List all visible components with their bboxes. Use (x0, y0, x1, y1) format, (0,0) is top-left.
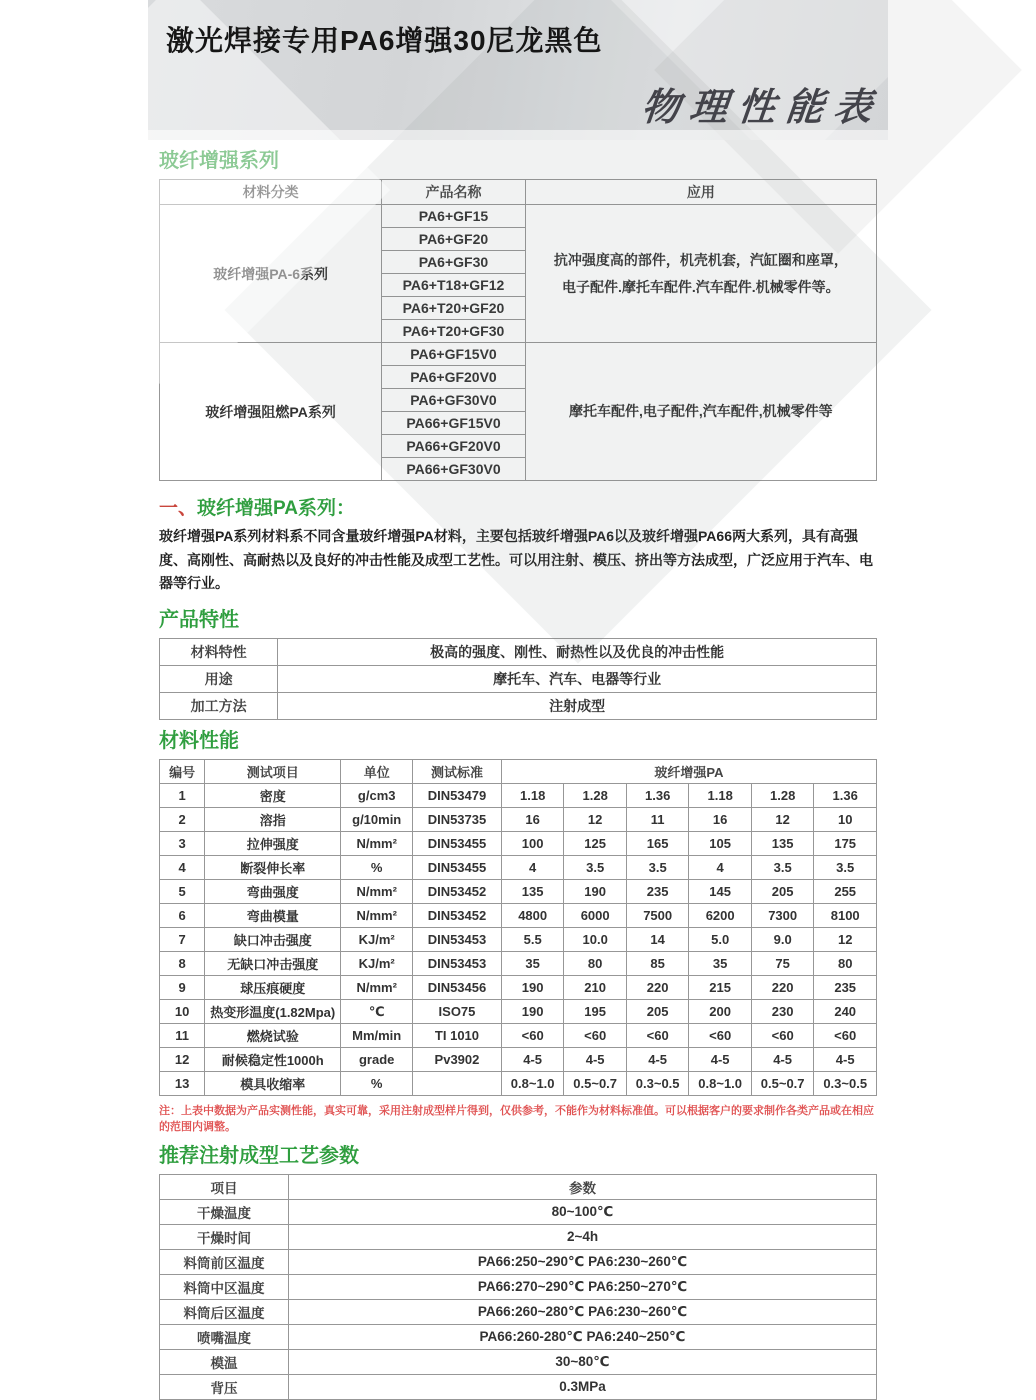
feature-value-cell: 注射成型 (278, 693, 877, 720)
property-unit-cell: N/mm² (341, 976, 413, 1000)
property-standard-cell (413, 1072, 502, 1096)
property-value-cell: 255 (814, 880, 877, 904)
process-label-cell: 背压 (160, 1374, 289, 1399)
property-unit-cell: g/10min (341, 808, 413, 832)
process-row (160, 1374, 877, 1399)
property-value-cell: 5.5 (501, 928, 564, 952)
property-value-cell: 5.0 (689, 928, 752, 952)
process-row (160, 1249, 877, 1274)
property-value-cell: 135 (751, 832, 814, 856)
product-name-cell: PA6+T20+GF30 (382, 320, 525, 343)
property-value-cell: 1.36 (626, 784, 689, 808)
property-value-cell: 80 (564, 952, 627, 976)
property-no-cell: 3 (160, 832, 205, 856)
property-unit-cell: % (341, 856, 413, 880)
page-title: 激光焊接专用PA6增强30尼龙黑色 (166, 25, 603, 56)
feature-label-cell: 材料特性 (160, 639, 278, 666)
property-value-cell: 12 (814, 928, 877, 952)
property-no-cell: 11 (160, 1024, 205, 1048)
property-value-cell: 200 (689, 1000, 752, 1024)
column-header: 测试标准 (413, 760, 502, 784)
property-value-cell: 12 (564, 808, 627, 832)
product-name-cell: PA6+GF15V0 (382, 343, 525, 366)
property-row (160, 976, 877, 1000)
property-value-cell: 3.5 (751, 856, 814, 880)
series-header-row (160, 180, 877, 205)
property-value-cell: 1.36 (814, 784, 877, 808)
property-row (160, 1024, 877, 1048)
product-name-cell: PA6+T18+GF12 (382, 274, 525, 297)
process-row (160, 1274, 877, 1299)
process-value-cell: PA66:270~290℃ PA6:250~270℃ (289, 1274, 877, 1299)
property-item-cell: 弯曲强度 (205, 880, 341, 904)
property-value-cell: 10 (814, 808, 877, 832)
property-standard-cell: Pv3902 (413, 1048, 502, 1072)
property-row (160, 1072, 877, 1096)
property-value-cell: 0.8~1.0 (689, 1072, 752, 1096)
property-row (160, 928, 877, 952)
feature-value-cell: 极高的强度、刚性、耐热性以及优良的冲击性能 (278, 639, 877, 666)
property-unit-cell: Mm/min (341, 1024, 413, 1048)
property-no-cell: 12 (160, 1048, 205, 1072)
divider (148, 130, 888, 140)
property-item-cell: 缺口冲击强度 (205, 928, 341, 952)
property-row (160, 808, 877, 832)
property-value-cell: 0.8~1.0 (501, 1072, 564, 1096)
process-value-cell: PA66:260-280℃ PA6:240~250℃ (289, 1324, 877, 1349)
process-value-cell: 0.3MPa (289, 1374, 877, 1399)
series-heading: 玻纤增强系列 (159, 150, 279, 172)
property-standard-cell: DIN53453 (413, 952, 502, 976)
property-value-cell: 4-5 (626, 1048, 689, 1072)
property-no-cell: 9 (160, 976, 205, 1000)
property-row (160, 832, 877, 856)
features-table (159, 638, 877, 720)
property-standard-cell: DIN53452 (413, 904, 502, 928)
property-value-cell: 240 (814, 1000, 877, 1024)
property-value-cell: 1.18 (501, 784, 564, 808)
process-label-cell: 料筒后区温度 (160, 1299, 289, 1324)
property-value-cell: 4-5 (501, 1048, 564, 1072)
product-name-cell: PA6+GF20V0 (382, 366, 525, 389)
property-value-cell: 220 (751, 976, 814, 1000)
process-label-cell: 干燥时间 (160, 1224, 289, 1249)
property-value-cell: 75 (751, 952, 814, 976)
property-value-cell: 7500 (626, 904, 689, 928)
property-item-cell: 弯曲模量 (205, 904, 341, 928)
property-value-cell: 4800 (501, 904, 564, 928)
product-name-cell: PA6+GF15 (382, 205, 525, 228)
property-value-cell: 14 (626, 928, 689, 952)
process-label-cell: 模温 (160, 1349, 289, 1374)
intro-heading-text: 玻纤增强PA系列： (197, 498, 355, 519)
properties-table-body (160, 760, 877, 1096)
property-value-cell: 12 (751, 808, 814, 832)
application-cell: 摩托车配件,电子配件,汽车配件,机械零件等 (525, 343, 876, 481)
property-standard-cell: DIN53453 (413, 928, 502, 952)
property-value-cell: 215 (689, 976, 752, 1000)
property-item-cell: 耐候稳定性1000h (205, 1048, 341, 1072)
property-unit-cell: g/cm3 (341, 784, 413, 808)
header-banner (148, 0, 888, 140)
property-value-cell: 175 (814, 832, 877, 856)
product-name-cell: PA6+T20+GF20 (382, 297, 525, 320)
property-value-cell: 4-5 (814, 1048, 877, 1072)
property-item-cell: 断裂伸长率 (205, 856, 341, 880)
property-value-cell: 8100 (814, 904, 877, 928)
property-value-cell: 35 (689, 952, 752, 976)
property-value-cell: 135 (501, 880, 564, 904)
product-name-cell: PA6+GF20 (382, 228, 525, 251)
property-item-cell: 溶指 (205, 808, 341, 832)
property-item-cell: 热变形温度(1.82Mpa) (205, 1000, 341, 1024)
property-standard-cell: DIN53452 (413, 880, 502, 904)
property-no-cell: 4 (160, 856, 205, 880)
property-no-cell: 13 (160, 1072, 205, 1096)
property-value-cell: 1.28 (564, 784, 627, 808)
property-value-cell: <60 (564, 1024, 627, 1048)
property-value-cell: 9.0 (751, 928, 814, 952)
product-name-cell: PA6+GF30 (382, 251, 525, 274)
process-label-cell: 料筒前区温度 (160, 1249, 289, 1274)
property-value-cell: 3.5 (814, 856, 877, 880)
property-no-cell: 8 (160, 952, 205, 976)
property-value-cell: 165 (626, 832, 689, 856)
property-row (160, 1048, 877, 1072)
column-header: 参数 (289, 1174, 877, 1199)
property-value-cell: 220 (626, 976, 689, 1000)
property-row (160, 880, 877, 904)
process-value-cell: PA66:260~280℃ PA6:230~260℃ (289, 1299, 877, 1324)
property-value-cell: 6000 (564, 904, 627, 928)
property-unit-cell: % (341, 1072, 413, 1096)
column-header: 测试项目 (205, 760, 341, 784)
process-row (160, 1299, 877, 1324)
process-header-row (160, 1174, 877, 1199)
property-no-cell: 1 (160, 784, 205, 808)
property-standard-cell: DIN53455 (413, 856, 502, 880)
property-value-cell: 11 (626, 808, 689, 832)
property-value-cell: 105 (689, 832, 752, 856)
property-no-cell: 6 (160, 904, 205, 928)
intro-paragraph: 玻纤增强PA系列材料系不同含量玻纤增强PA材料，主要包括玻纤增强PA6以及玻纤增强PA66两大系列，具有高强度、高刚性、高耐热以及良好的冲击性能及成型工艺性。可以用注射、模压、挤出等方法成型，广泛应用于汽车、电器等行业。 (159, 527, 873, 592)
process-row (160, 1324, 877, 1349)
property-value-cell: 235 (814, 976, 877, 1000)
category-cell: 玻纤增强阻燃PA系列 (160, 343, 382, 481)
property-value-cell: 1.28 (751, 784, 814, 808)
process-label-cell: 喷嘴温度 (160, 1324, 289, 1349)
property-item-cell: 密度 (205, 784, 341, 808)
features-heading: 产品特性 (159, 609, 239, 632)
property-value-cell: 3.5 (626, 856, 689, 880)
property-row (160, 1000, 877, 1024)
property-value-cell: 0.5~0.7 (564, 1072, 627, 1096)
product-name-cell: PA6+GF30V0 (382, 389, 525, 412)
content (148, 149, 888, 1400)
properties-heading: 材料性能 (159, 730, 239, 753)
column-header: 应用 (525, 180, 876, 205)
series-table (159, 179, 877, 481)
process-value-cell: PA66:250~290℃ PA6:230~260℃ (289, 1249, 877, 1274)
property-value-cell: 0.3~0.5 (814, 1072, 877, 1096)
property-value-cell: 10.0 (564, 928, 627, 952)
intro-heading-number: 一、 (159, 498, 198, 519)
property-unit-cell: N/mm² (341, 904, 413, 928)
column-header: 产品名称 (382, 180, 525, 205)
series-product-row (160, 343, 877, 366)
property-value-cell: <60 (626, 1024, 689, 1048)
property-value-cell: <60 (689, 1024, 752, 1048)
column-header: 材料分类 (160, 180, 382, 205)
property-no-cell: 2 (160, 808, 205, 832)
property-value-cell: <60 (501, 1024, 564, 1048)
property-value-cell: 16 (689, 808, 752, 832)
property-value-cell: 235 (626, 880, 689, 904)
property-value-cell: <60 (751, 1024, 814, 1048)
property-standard-cell: DIN53456 (413, 976, 502, 1000)
property-row (160, 784, 877, 808)
process-label-cell: 干燥温度 (160, 1199, 289, 1224)
property-value-cell: 4-5 (564, 1048, 627, 1072)
property-value-cell: <60 (814, 1024, 877, 1048)
product-name-cell: PA66+GF20V0 (382, 435, 525, 458)
property-value-cell: 100 (501, 832, 564, 856)
property-unit-cell: grade (341, 1048, 413, 1072)
disclaimer-note: 注：上表中数据为产品实测性能，真实可靠，采用注射成型样片得到，仅供参考，不能作为材料标准值。可以根据客户的要求制作各类产品或在相应的范围内调整。 (159, 1105, 874, 1133)
property-no-cell: 7 (160, 928, 205, 952)
property-value-cell: 210 (564, 976, 627, 1000)
features-table-body (160, 639, 877, 720)
property-value-cell: 205 (751, 880, 814, 904)
property-standard-cell: DIN53735 (413, 808, 502, 832)
column-header: 编号 (160, 760, 205, 784)
feature-label-cell: 用途 (160, 666, 278, 693)
property-row (160, 856, 877, 880)
property-value-cell: 1.18 (689, 784, 752, 808)
properties-table (159, 759, 877, 1096)
property-value-cell: 190 (564, 880, 627, 904)
physical-properties-calligraphy: 物理性能表 (639, 84, 885, 129)
property-value-cell: 6200 (689, 904, 752, 928)
feature-row (160, 666, 877, 693)
property-item-cell: 无缺口冲击强度 (205, 952, 341, 976)
property-item-cell: 球压痕硬度 (205, 976, 341, 1000)
property-value-cell: 4-5 (689, 1048, 752, 1072)
property-item-cell: 模具收缩率 (205, 1072, 341, 1096)
property-value-cell: 4 (689, 856, 752, 880)
feature-label-cell: 加工方法 (160, 693, 278, 720)
property-standard-cell: DIN53479 (413, 784, 502, 808)
property-standard-cell: TI 1010 (413, 1024, 502, 1048)
property-value-cell: 125 (564, 832, 627, 856)
property-value-cell: 80 (814, 952, 877, 976)
series-table-body (160, 180, 877, 481)
property-value-cell: 145 (689, 880, 752, 904)
property-value-cell: 85 (626, 952, 689, 976)
column-header: 单位 (341, 760, 413, 784)
series-product-row (160, 205, 877, 228)
process-value-cell: 30~80℃ (289, 1349, 877, 1374)
property-value-cell: 35 (501, 952, 564, 976)
property-unit-cell: KJ/m² (341, 952, 413, 976)
property-value-cell: 0.3~0.5 (626, 1072, 689, 1096)
property-value-cell: 16 (501, 808, 564, 832)
property-value-cell: 3.5 (564, 856, 627, 880)
property-row (160, 952, 877, 976)
column-header: 项目 (160, 1174, 289, 1199)
property-value-cell: 190 (501, 1000, 564, 1024)
property-item-cell: 拉伸强度 (205, 832, 341, 856)
property-value-cell: 4-5 (751, 1048, 814, 1072)
process-row (160, 1199, 877, 1224)
process-table (159, 1174, 877, 1400)
category-cell: 玻纤增强PA-6系列 (160, 205, 382, 343)
feature-row (160, 693, 877, 720)
product-name-cell: PA66+GF30V0 (382, 458, 525, 481)
property-item-cell: 燃烧试验 (205, 1024, 341, 1048)
property-value-cell: 195 (564, 1000, 627, 1024)
property-unit-cell: KJ/m² (341, 928, 413, 952)
property-unit-cell: N/mm² (341, 880, 413, 904)
process-value-cell: 2~4h (289, 1224, 877, 1249)
process-row (160, 1224, 877, 1249)
process-heading: 推荐注射成型工艺参数 (159, 1144, 359, 1167)
process-label-cell: 料筒中区温度 (160, 1274, 289, 1299)
property-unit-cell: N/mm² (341, 832, 413, 856)
product-spec-page (148, 0, 888, 1396)
properties-header-row (160, 760, 877, 784)
property-unit-cell: ℃ (341, 1000, 413, 1024)
intro-heading (159, 498, 877, 521)
property-standard-cell: ISO75 (413, 1000, 502, 1024)
property-value-cell: 190 (501, 976, 564, 1000)
process-row (160, 1349, 877, 1374)
property-no-cell: 5 (160, 880, 205, 904)
property-row (160, 904, 877, 928)
property-standard-cell: DIN53455 (413, 832, 502, 856)
property-no-cell: 10 (160, 1000, 205, 1024)
process-table-body (160, 1174, 877, 1399)
feature-value-cell: 摩托车、汽车、电器等行业 (278, 666, 877, 693)
property-value-cell: 205 (626, 1000, 689, 1024)
property-value-cell: 4 (501, 856, 564, 880)
feature-row (160, 639, 877, 666)
product-name-cell: PA66+GF15V0 (382, 412, 525, 435)
application-cell: 抗冲强度高的部件，机壳机套，汽缸圈和座罩，电子配件.摩托车配件.汽车配件.机械零件等。 (525, 205, 876, 343)
property-value-cell: 7300 (751, 904, 814, 928)
property-value-cell: 0.5~0.7 (751, 1072, 814, 1096)
process-value-cell: 80~100℃ (289, 1199, 877, 1224)
property-value-cell: 230 (751, 1000, 814, 1024)
column-header-group: 玻纤增强PA (501, 760, 876, 784)
